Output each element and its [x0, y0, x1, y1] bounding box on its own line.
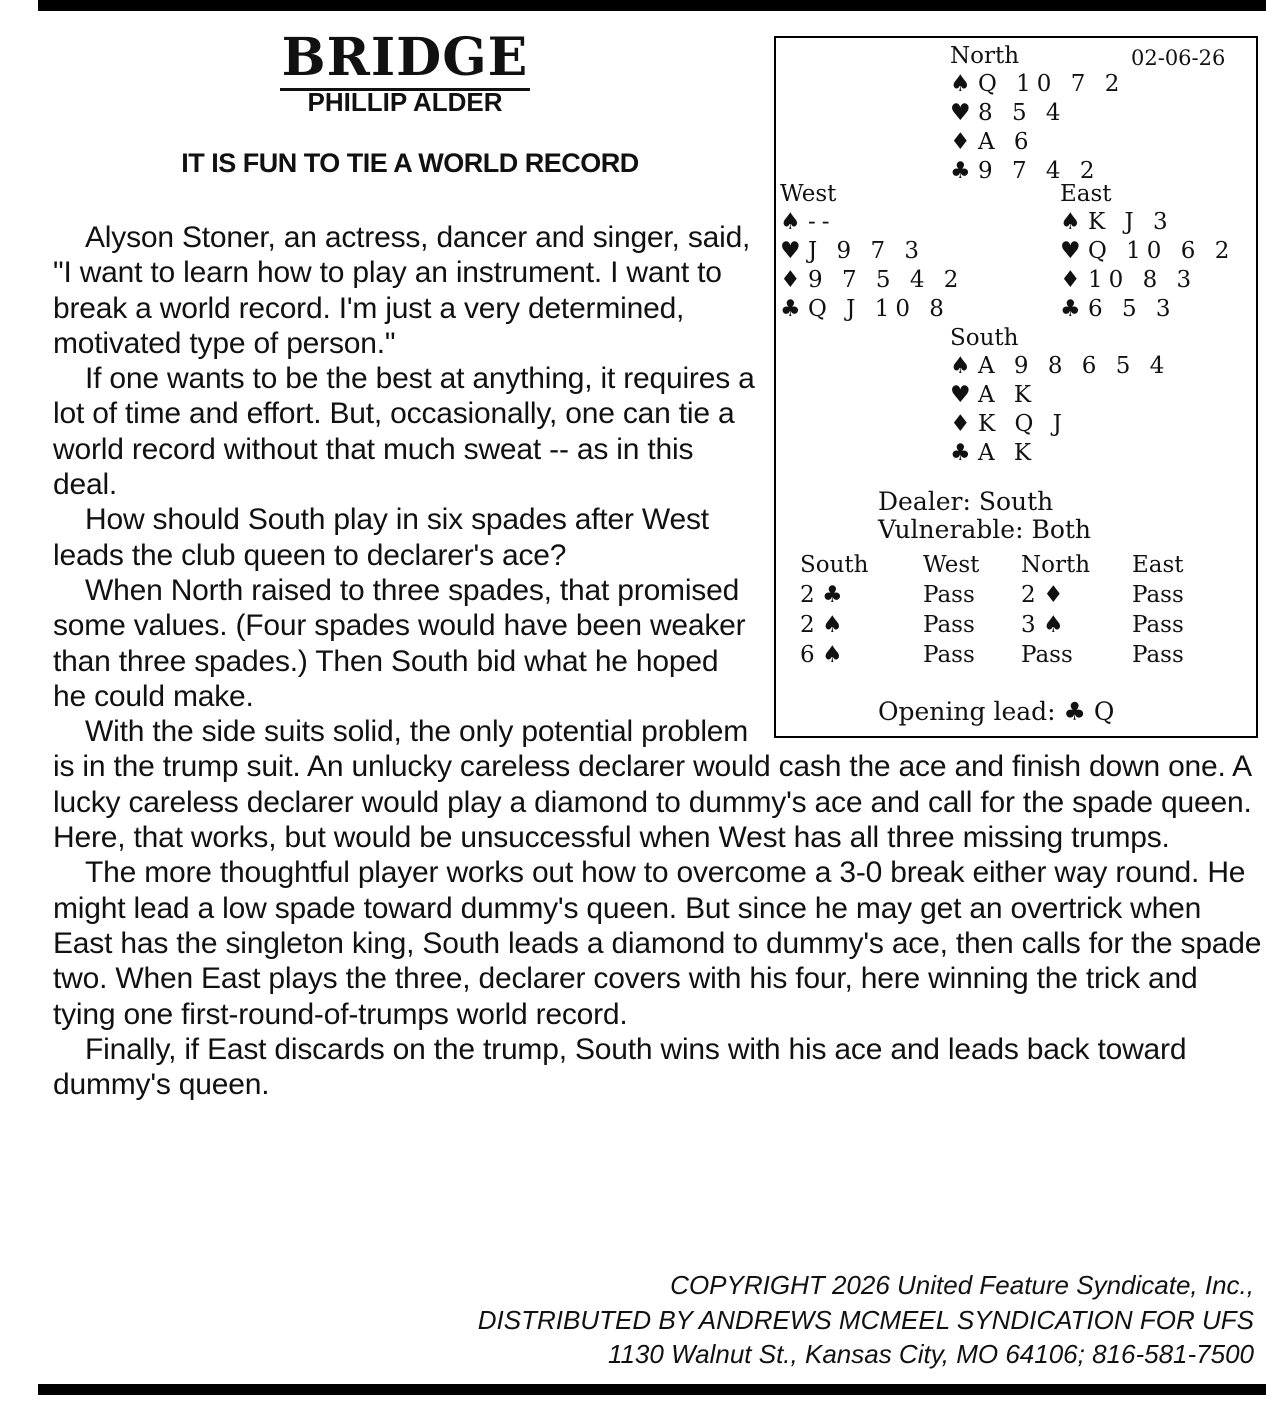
north-clubs: 9 7 4 2	[978, 158, 1101, 184]
heart-icon: ♥	[950, 382, 971, 408]
paragraph: Alyson Stoner, an actress, dancer and singer, said, "I want to learn how to play an instrument. I want to break a world record. I'm just a very determined, motivated type of person."	[53, 221, 751, 360]
south-clubs: A K	[978, 440, 1038, 466]
north-hearts: 8 5 4	[978, 100, 1067, 126]
copyright-notice	[478, 1268, 1254, 1372]
heart-icon: ♥	[1060, 238, 1081, 264]
auction-row	[800, 580, 1212, 610]
west-spades: --	[808, 209, 836, 235]
east-diamonds: 10 8 3	[1088, 267, 1198, 293]
paragraph: Finally, if East discards on the trump, South wins with his ace and leads back toward dummy's queen.	[53, 1032, 1187, 1102]
copyright-line: COPYRIGHT 2026 United Feature Syndicate, Inc.,	[670, 1270, 1254, 1300]
east-label: East	[1060, 181, 1112, 207]
club-icon: ♣	[950, 158, 971, 184]
heart-icon: ♥	[780, 238, 801, 264]
auction-header-cell: North	[1021, 552, 1091, 578]
spade-icon: ♠	[950, 71, 971, 97]
auction-header	[800, 550, 1212, 580]
bridge-diagram	[774, 36, 1258, 738]
north-label: North	[950, 43, 1020, 69]
top-rule	[38, 0, 1266, 11]
bid-cell: Pass	[923, 582, 975, 608]
south-spades: A 9 8 6 5 4	[978, 353, 1171, 379]
auction-row	[800, 640, 1212, 670]
diamond-icon: ♦	[780, 267, 801, 293]
east-hearts: Q 10 6 2	[1088, 238, 1236, 264]
copyright-line: DISTRIBUTED BY ANDREWS MCMEEL SYNDICATION FOR UFS	[477, 1304, 1254, 1335]
date-label: 02-06-26	[1131, 46, 1226, 70]
spade-icon: ♠	[780, 209, 801, 235]
club-icon: ♣	[1060, 296, 1081, 322]
west-diamonds: 9 7 5 4 2	[808, 267, 965, 293]
north-spades: Q 10 7 2	[978, 71, 1126, 97]
auction-header-cell: East	[1132, 552, 1184, 578]
paragraph: The more thoughtful player works out how to overcome a 3-0 break either way round. He might lead a low spade toward dummy's queen. But since he may get an overtrick when East has the singleton king, South leads a diamond to dummy's ace, then calls for the spade two. When East plays the three, declarer covers with his four, here winning the trick and tying one first-round-of-trumps world record.	[53, 856, 1262, 1031]
auction-row	[800, 610, 1212, 640]
bid-cell: 2 ♣	[800, 582, 843, 608]
bid-cell: 3 ♠	[1021, 612, 1064, 638]
paragraph: When North raised to three spades, that promised some values. (Four spades would have been weaker than three spades.) Then South bid what he hoped he could make.	[53, 573, 746, 713]
paragraph: How should South play in six spades after West leads the club queen to declarer's ace?	[53, 503, 709, 572]
headline: IT IS FUN TO TIE A WORLD RECORD	[181, 148, 639, 178]
bid-cell: Pass	[923, 642, 975, 668]
diamond-icon: ♦	[1060, 267, 1081, 293]
column-title: BRIDGE	[200, 30, 610, 86]
bid-cell: Pass	[1021, 642, 1073, 668]
west-hand	[780, 180, 964, 324]
south-label: South	[950, 325, 1019, 351]
club-icon: ♣	[950, 440, 971, 466]
west-clubs: Q J 10 8	[808, 296, 950, 322]
paragraph: With the side suits solid, the only potential problem is in the trump suit. An unlucky careless declarer would cash the ace and finish down one. A lucky careless declarer would play a diamond to dummy's ace and call for the spade queen. Here, that works, but would be unsuccessful when West has all three missing trumps.	[53, 715, 1252, 855]
heart-icon: ♥	[950, 100, 971, 126]
north-hand	[950, 42, 1125, 186]
auction-header-cell: West	[923, 552, 980, 578]
east-spades: K J 3	[1088, 209, 1174, 235]
bid-cell: 6 ♠	[800, 642, 843, 668]
column-author: PHILLIP ALDER	[307, 87, 503, 117]
masthead	[200, 27, 610, 117]
south-hand	[950, 324, 1170, 468]
bid-cell: Pass	[1132, 582, 1184, 608]
bid-cell: Pass	[923, 612, 975, 638]
diamond-icon: ♦	[950, 411, 971, 437]
diamond-icon: ♦	[950, 129, 971, 155]
south-hearts: A K	[978, 382, 1038, 408]
auction-table	[800, 550, 1212, 670]
spade-icon: ♠	[950, 353, 971, 379]
copyright-line: 1130 Walnut St., Kansas City, MO 64106; 816-581-7500	[607, 1339, 1254, 1369]
bid-cell: 2 ♦	[1021, 582, 1064, 608]
bid-cell: Pass	[1132, 612, 1184, 638]
east-hand	[1060, 180, 1235, 324]
spade-icon: ♠	[1060, 209, 1081, 235]
west-label: West	[780, 181, 837, 207]
bottom-rule	[38, 1384, 1266, 1395]
auction-header-cell: South	[800, 552, 869, 578]
north-diamonds: A 6	[978, 129, 1035, 155]
west-hearts: J 9 7 3	[808, 238, 926, 264]
paragraph: If one wants to be the best at anything, it requires a lot of time and effort. But, occasionally, one can tie a world record without that much sweat -- as in this deal.	[53, 362, 755, 502]
bid-cell: Pass	[1132, 642, 1184, 668]
south-diamonds: K Q J	[978, 411, 1068, 437]
club-icon: ♣	[780, 296, 801, 322]
east-clubs: 6 5 3	[1088, 296, 1177, 322]
opening-lead: Opening lead: ♣ Q	[878, 697, 1115, 726]
bid-cell: 2 ♠	[800, 612, 843, 638]
dealer-label: Dealer: South	[878, 487, 1054, 516]
vulnerable-label: Vulnerable: Both	[878, 515, 1092, 544]
